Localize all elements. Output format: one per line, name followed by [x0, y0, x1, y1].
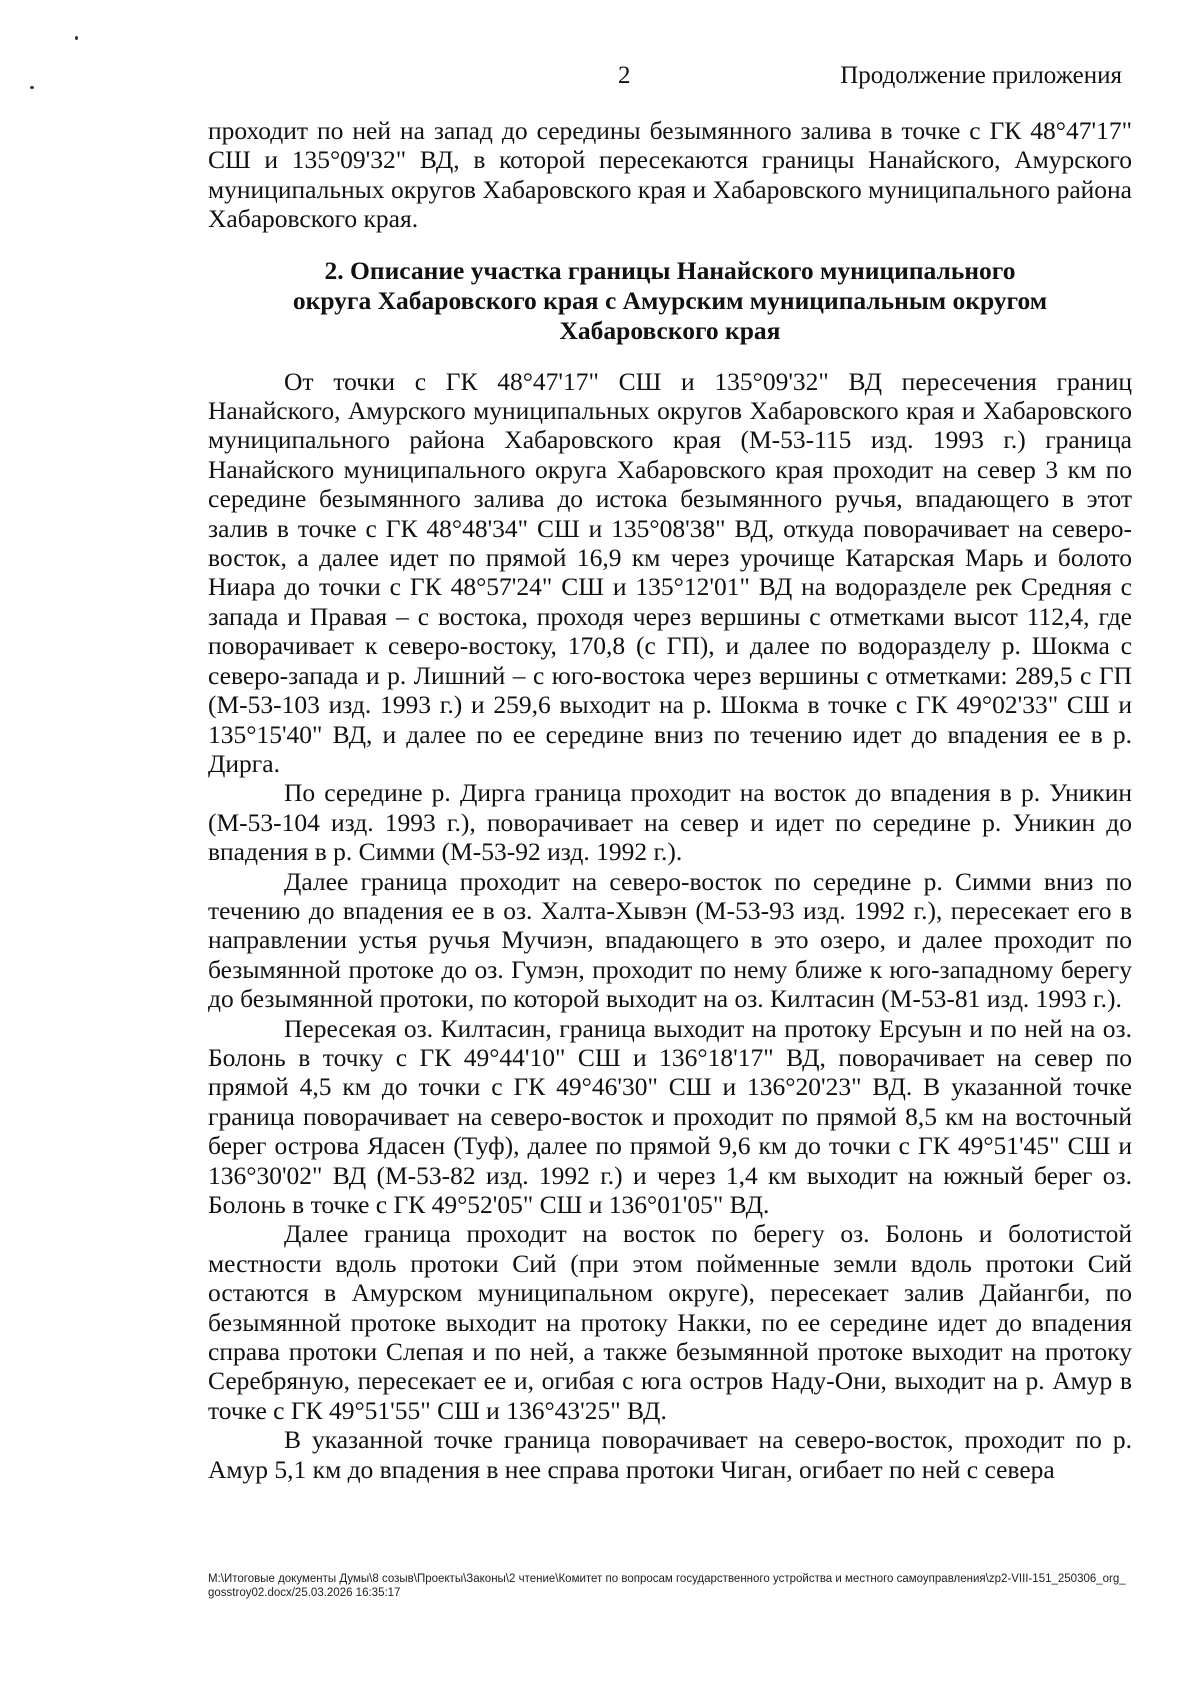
document-body	[208, 116, 1132, 1484]
section-title-line: Хабаровского края	[559, 315, 781, 345]
scan-speck	[30, 86, 34, 89]
intro-paragraph: проходит по ней на запад до середины безымянного залива в точке с ГК 48°47'17" СШ и 135°09'32" ВД, в которой пересекаются границы Нанайского, Амурского муниципальных округов Хабаровского края и Хабаровского муниципального района Хабаровского края.	[208, 116, 1132, 234]
body-paragraph: От точки с ГК 48°47'17" СШ и 135°09'32" ВД пересечения границ Нанайского, Амурского муниципальных округов Хабаровского края и Хабаровского муниципального района Хабаровского края (М-53-115 изд. 1993 г.) граница Нанайского муниципального округа Хабаровского края проходит на север 3 км по середине безымянного залива до истока безымянного ручья, впадающего в этот залив в точке с ГК 48°48'34" СШ и 135°08'38" ВД, откуда поворачивает на северо-восток, а далее идет по прямой 16,9 км через урочище Катарская Марь и болото Ниара до точки с ГК 48°57'24" СШ и 135°12'01" ВД на водоразделе рек Средняя с запада и Правая – с востока, проходя через вершины с отметками высот 112,4, где поворачивает к северо-востоку, 170,8 (с ГП), и далее по водоразделу р. Шокма с северо-запада и р. Лишний – с юго-востока через вершины с отметками: 289,5 с ГП (М-53-103 изд. 1993 г.) и 259,6 выходит на р. Шокма в точке с ГК 49°02'33" СШ и 135°15'40" ВД, и далее по ее середине вниз по течению идет до впадения ее в р. Дирга.	[208, 366, 1132, 778]
section-title	[208, 256, 1132, 346]
scan-speck	[75, 36, 78, 40]
section-title-line: 2. Описание участка границы Нанайского муниципального	[324, 255, 1016, 285]
footer-file-path: M:\Итоговые документы Думы\8 созыв\Проекты\Законы\2 чтение\Комитет по вопросам государственного устройства и местного самоуправления\zp2-VIII-151_250306_org_gosstroy02.docx/25.03.2026 16:35:17	[208, 1573, 1126, 1599]
body-paragraph: Далее граница проходит на восток по берегу оз. Болонь и болотистой местности вдоль протоки Сий (при этом пойменные земли вдоль протоки Сий остаются в Амурском муниципальном округе), пересекает залив Дайангби, по безымянной протоке выходит на протоку Накки, по ее середине идет до впадения справа протоки Слепая и по ней, а также безымянной протоке выходит на протоку Серебряную, пересекает ее и, огибая с юга остров Наду-Они, выходит на р. Амур в точке с ГК 49°51'55" СШ и 136°43'25" ВД.	[208, 1219, 1132, 1425]
continuation-header: Продолжение приложения	[840, 62, 1122, 89]
section-title-line: округа Хабаровского края с Амурским муниципальным округом	[292, 285, 1048, 315]
body-paragraph: Пересекая оз. Килтасин, граница выходит на протоку Ерсуын и по ней на оз. Болонь в точку с ГК 49°44'10" СШ и 136°18'17" ВД, поворачивает на север по прямой 4,5 км до точки с ГК 49°46'30" СШ и 136°20'23" ВД. В указанной точке граница поворачивает на северо-восток и проходит по прямой 8,5 км на восточный берег острова Ядасен (Туф), далее по прямой 9,6 км до точки с ГК 49°51'45" СШ и 136°30'02" ВД (М-53-82 изд. 1992 г.) и через 1,4 км выходит на южный берег оз. Болонь в точке с ГК 49°52'05" СШ и 136°01'05" ВД.	[208, 1013, 1132, 1219]
body-paragraph: В указанной точке граница поворачивает на северо-восток, проходит по р. Амур 5,1 км до впадения в нее справа протоки Чиган, огибает по ней с севера	[208, 1425, 1132, 1484]
page-number: 2	[618, 62, 631, 89]
body-paragraph: По середине р. Дирга граница проходит на восток до впадения в р. Уникин (М-53-104 изд. 1993 г.), поворачивает на север и идет по середине р. Уникин до впадения в р. Симми (М-53-92 изд. 1992 г.).	[208, 778, 1132, 867]
body-paragraph: Далее граница проходит на северо-восток по середине р. Симми вниз по течению до впадения ее в оз. Халта-Хывэн (М-53-93 изд. 1992 г.), пересекает его в направлении устья ручья Мучиэн, впадающего в это озеро, и далее проходит по безымянной протоке до оз. Гумэн, проходит по нему ближе к юго-западному берегу до безымянной протоки, по которой выходит на оз. Килтасин (М-53-81 изд. 1993 г.).	[208, 866, 1132, 1014]
